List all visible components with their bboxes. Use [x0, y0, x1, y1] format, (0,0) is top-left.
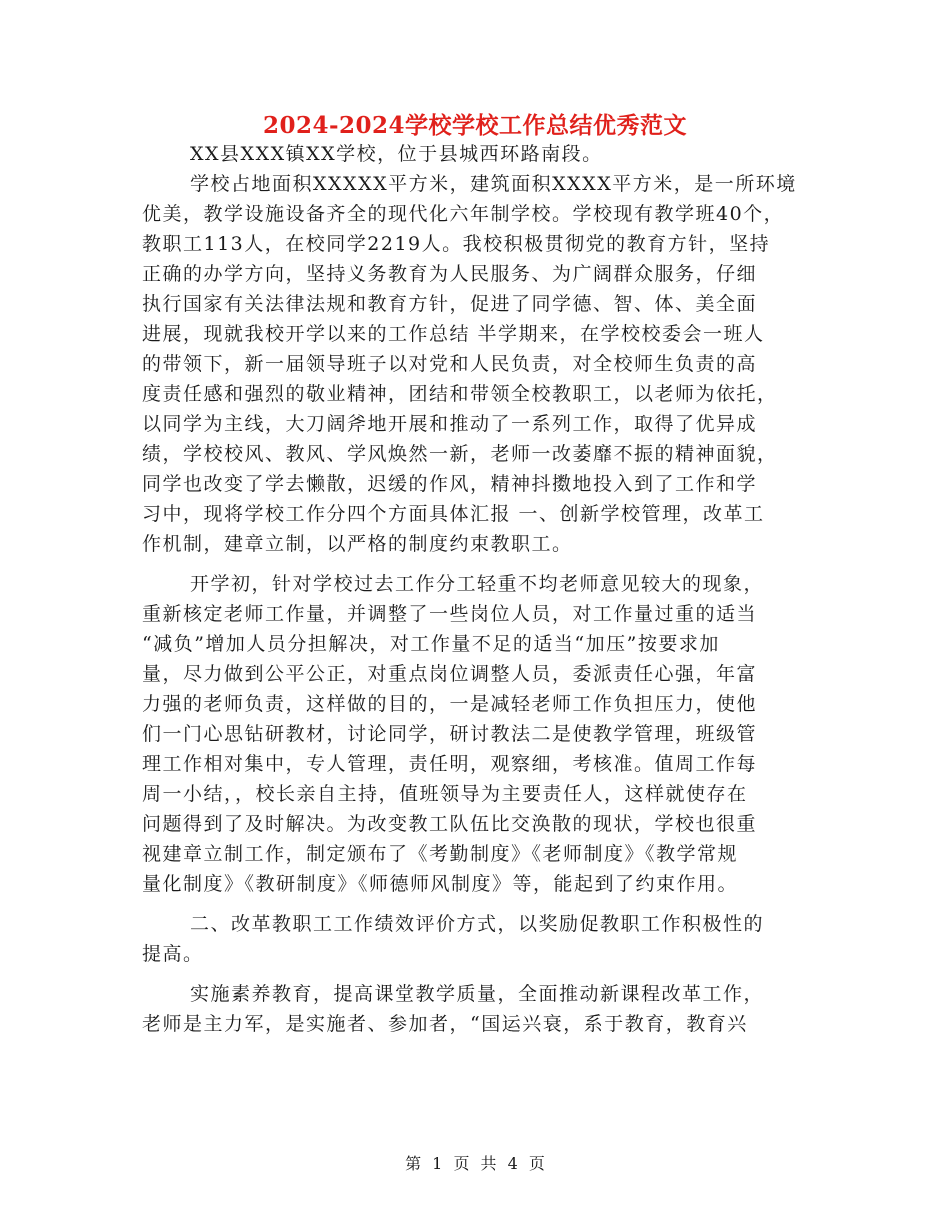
body-line: 进展，现就我校开学以来的工作总结 半学期来，在学校校委会一班人 [142, 323, 765, 345]
body-line: 的带领下，新一届领导班子以对党和人民负责，对全校师生负责的高 [142, 353, 758, 375]
body-line: 优美，教学设施设备齐全的现代化六年制学校。学校现有教学班40个， [142, 203, 785, 225]
body-line: 们一门心思钻研教材，讨论同学，研讨教法二是使教学管理，班级管 [142, 723, 758, 745]
body-line: 实施素养教育，提高课堂教学质量，全面推动新课程改革工作， [190, 983, 765, 1005]
body-line: 量化制度》《教研制度》《师德师风制度》等，能起到了约束作用。 [142, 873, 739, 895]
body-line: 提高。 [142, 943, 204, 965]
document-title: 2024-2024学校学校工作总结优秀范文 [262, 112, 688, 139]
body-line: 周一小结，，校长亲自主持，值班领导为主要责任人，这样就使存在 [142, 783, 748, 805]
body-line: 绩，学校校风、教风、学风焕然一新，老师一改萎靡不振的精神面貌， [142, 443, 778, 465]
body-line: 开学初，针对学校过去工作分工轻重不均老师意见较大的现象， [190, 573, 765, 595]
body-line: 执行国家有关法律法规和教育方针，促进了同学德、智、体、美全面 [142, 293, 758, 315]
body-line: 二、改革教职工工作绩效评价方式，以奖励促教职工作积极性的 [190, 913, 765, 935]
body-line: 作机制，建章立制，以严格的制度约束教职工。 [142, 533, 573, 555]
body-line: “减负”增加人员分担解决，对工作量不足的适当“加压”按要求加 [142, 633, 720, 655]
body-line: 力强的老师负责，这样做的目的，一是减轻老师工作负担压力，使他 [142, 693, 758, 715]
body-line: 视建章立制工作，制定颁布了《考勤制度》《老师制度》《教学常规 [142, 843, 739, 865]
body-line: 正确的办学方向，坚持义务教育为人民服务、为广阔群众服务，仔细 [142, 263, 758, 285]
body-line: 学校占地面积XXXXX平方米，建筑面积XXXX平方米，是一所环境 [190, 173, 797, 195]
body-line: 重新核定老师工作量，并调整了一些岗位人员，对工作量过重的适当 [142, 603, 758, 625]
body-line: 度责任感和强烈的敬业精神，团结和带领全校教职工，以老师为依托， [142, 383, 778, 405]
body-line: 教职工113人，在校同学2219人。我校积极贯彻党的教育方针，坚持 [142, 233, 771, 255]
body-line: 理工作相对集中，专人管理，责任明，观察细，考核准。值周工作每 [142, 753, 758, 775]
page-number-footer: 第 1 页 共 4 页 [405, 1154, 545, 1173]
body-line: XX县XXX镇XX学校，位于县城西环路南段。 [190, 143, 603, 165]
body-line: 老师是主力军，是实施者、参加者，“国运兴衰，系于教育，教育兴 [142, 1013, 748, 1035]
body-line: 同学也改变了学去懒散，迟缓的作风，精神抖擞地投入到了工作和学 [142, 473, 758, 495]
body-line: 习中，现将学校工作分四个方面具体汇报 一、创新学校管理，改革工 [142, 503, 765, 525]
body-line: 以同学为主线，大刀阔斧地开展和推动了一系列工作，取得了优异成 [142, 413, 758, 435]
body-line: 量，尽力做到公平公正，对重点岗位调整人员，委派责任心强，年富 [142, 663, 758, 685]
body-line: 问题得到了及时解决。为改变教工队伍比交涣散的现状，学校也很重 [142, 813, 758, 835]
